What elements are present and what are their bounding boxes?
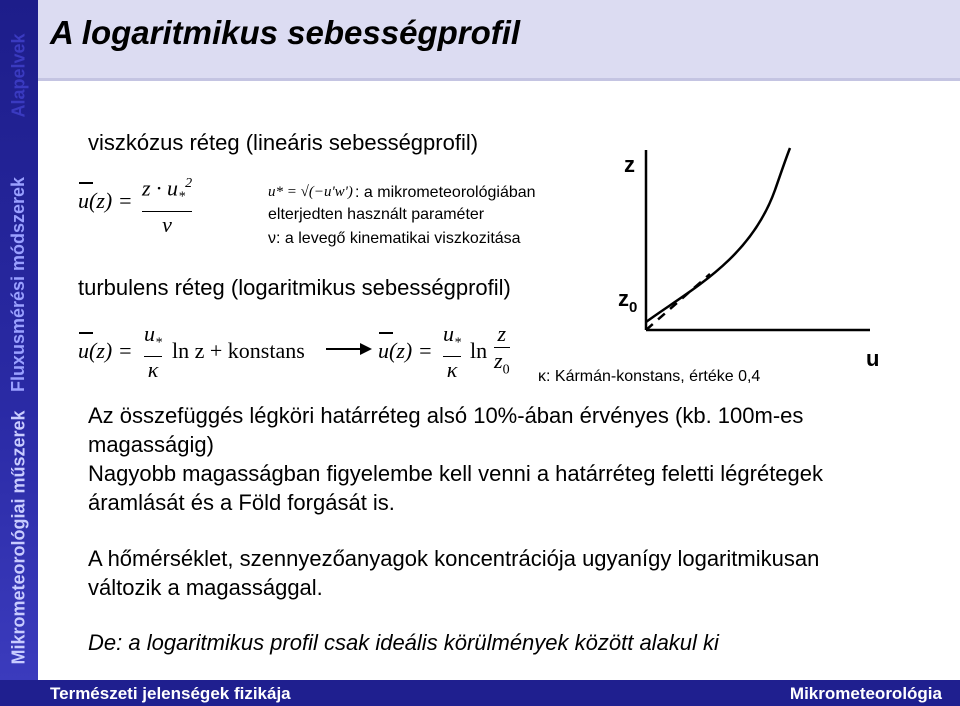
turbulent-ln: ln — [470, 338, 488, 363]
viscous-num: z · u — [142, 175, 179, 201]
ustar-formula: u* = √(−u'w') — [268, 184, 353, 200]
turbulent-inner-den-sub: 0 — [502, 362, 510, 378]
sidebar-section-muszerek[interactable] — [0, 395, 38, 680]
mean-bar — [79, 182, 93, 184]
velocity-profile-plot — [600, 140, 900, 380]
kappa-note: κ: Kármán-konstans, értéke 0,4 — [538, 368, 761, 385]
turbulent-formula1-lhs: u(z) = — [78, 338, 133, 363]
viscous-num-sub: * — [178, 189, 186, 205]
viscous-fraction — [142, 172, 192, 237]
sidebar-label-alapelvek: Alapelvek — [8, 32, 29, 118]
footer-right: Mikrometeorológia — [789, 684, 942, 703]
conclusion-text: De: a logaritmikus profil csak ideális körülmények között alakul ki — [88, 630, 719, 655]
para1-line2: magasságig) — [88, 432, 214, 457]
implies-arrow-icon — [326, 340, 372, 358]
turbulent-inner-num: z — [497, 321, 507, 346]
title-divider — [38, 78, 960, 81]
nu-note: ν: a levegő kinematikai viszkozitása — [268, 230, 521, 247]
turbulent-inner-den: z — [494, 348, 503, 373]
turbulent-num2-sub: * — [454, 335, 461, 351]
turbulent-heading: turbulens réteg (logaritmikus sebességprofil) — [78, 275, 511, 300]
turbulent-inner-fraction — [494, 322, 510, 382]
mean-bar-2 — [79, 332, 93, 334]
para3-line1: A hőmérséklet, szennyezőanyagok koncentrációja ugyanígy logaritmikusan — [88, 546, 820, 571]
sidebar-label-muszerek: Mikrometeorológiai műszerek — [8, 410, 29, 665]
plot-y-label: z — [624, 152, 635, 177]
viscous-den: ν — [162, 211, 172, 237]
plot-z0-label: $z_0$ — [618, 286, 638, 316]
sidebar — [0, 0, 38, 680]
sidebar-section-fluxus[interactable] — [0, 168, 38, 400]
turbulent-den2: κ — [446, 357, 458, 383]
turbulent-den1: κ — [147, 357, 159, 383]
turbulent-fraction1 — [144, 322, 162, 382]
turbulent-fraction2 — [443, 322, 461, 382]
para2-line2: áramlását és a Föld forgását is. — [88, 490, 395, 515]
turbulent-num2: u — [443, 321, 454, 346]
viscous-formula-lhs: u(z) = — [78, 188, 133, 213]
sidebar-label-fluxus: Fluxusmérési módszerek — [8, 176, 29, 392]
footer-left: Természeti jelenségek fizikája — [50, 684, 291, 703]
turbulent-formula2-lhs: u(z) = — [378, 338, 433, 363]
turbulent-num1: u — [144, 321, 155, 346]
viscous-num-sup: 2 — [185, 176, 193, 191]
turbulent-num1-sub: * — [155, 335, 162, 351]
para2-line1: Nagyobb magasságban figyelembe kell venni a határréteg feletti légrétegek — [88, 461, 824, 486]
plot-x-label: u — [866, 346, 880, 371]
log-profile-curve — [646, 148, 790, 322]
sidebar-section-alapelvek[interactable] — [0, 0, 38, 150]
ustar-note-line2: elterjedten használt paraméter — [268, 206, 485, 223]
slide-title: A logaritmikus sebességprofil — [50, 14, 521, 51]
viscous-heading: viszkózus réteg (lineáris sebességprofil) — [88, 130, 479, 155]
para1-line1: Az összefüggés légköri határréteg alsó 10%-ában érvényes (kb. 100m-es — [88, 403, 804, 428]
para3-line2: változik a magassággal. — [88, 575, 323, 600]
turbulent-formula1-rhs: ln z + konstans — [172, 338, 305, 363]
mean-bar-3 — [379, 332, 393, 334]
log-fit-dashed-line — [646, 274, 710, 330]
ustar-note-suffix: : a mikrometeorológiában — [355, 184, 536, 201]
